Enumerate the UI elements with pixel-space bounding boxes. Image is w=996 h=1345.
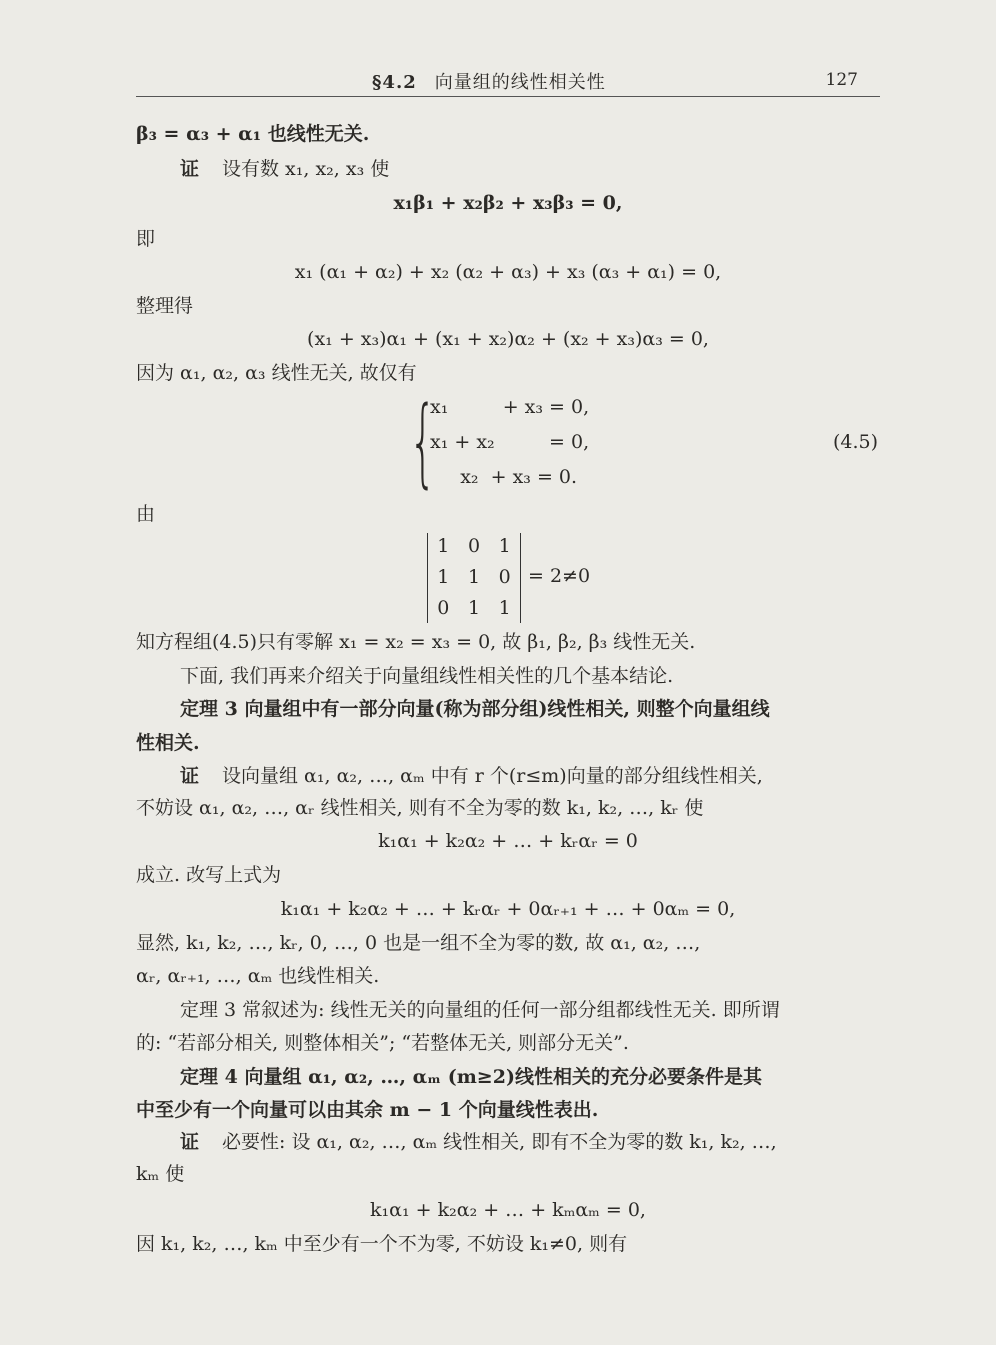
system-row: x₁ + x₃ = 0, (430, 396, 590, 418)
equation-number: (4.5) (832, 431, 878, 453)
text-line: 即 (136, 228, 156, 250)
determinant-row (428, 566, 520, 588)
text-line: 成立. 改写上式为 (136, 864, 282, 886)
matrix-entry: 1 (498, 597, 511, 619)
section-number: §4.2 (372, 72, 417, 93)
matrix-entry: 1 (437, 535, 450, 557)
proof-label: 证 (180, 158, 200, 180)
matrix-entry: 0 (498, 566, 511, 588)
system-row: x₁ + x₂ = 0, (430, 431, 590, 453)
text-line: 必要性: 设 α₁, α₂, …, αₘ 线性相关, 即有不全为零的数 k₁, k₂, …, (222, 1131, 777, 1153)
matrix-entry: 1 (498, 535, 511, 557)
matrix-entry: 0 (467, 535, 481, 557)
matrix-entry: 1 (467, 597, 481, 619)
matrix-entry: 1 (437, 566, 450, 588)
text-line: 的: “若部分相关, 则整体相关”; “若整体无关, 则部分无关”. (136, 1032, 629, 1054)
determinant-row (428, 597, 520, 619)
theorem-line: 定理 4 向量组 α₁, α₂, …, αₘ (m≥2)线性相关的充分必要条件是其 (180, 1066, 762, 1088)
text-line: 下面, 我们再来介绍关于向量组线性相关性的几个基本结论. (180, 665, 674, 687)
section-title: 向量组的线性相关性 (434, 72, 606, 93)
text-line: 不妨设 α₁, α₂, …, αᵣ 线性相关, 则有不全为零的数 k₁, k₂, …, kᵣ 使 (136, 797, 704, 819)
determinant (427, 533, 521, 623)
proof-label: 证 (180, 765, 200, 787)
proof-label: 证 (180, 1131, 200, 1153)
text-line: 知方程组(4.5)只有零解 x₁ = x₂ = x₃ = 0, 故 β₁, β₂, β₃ 线性无关. (136, 631, 696, 653)
equation: (x₁ + x₃)α₁ + (x₁ + x₂)α₂ + (x₂ + x₃)α₃ = 0, (307, 328, 709, 350)
text-line: 定理 3 常叙述为: 线性无关的向量组的任何一部分组都线性无关. 即所谓 (180, 999, 780, 1021)
theorem-line: 中至少有一个向量可以由其余 m − 1 个向量线性表出. (136, 1099, 599, 1121)
theorem-line: 定理 3 向量组中有一部分向量(称为部分组)线性相关, 则整个向量组线 (180, 698, 770, 720)
theorem-line: 性相关. (136, 732, 200, 754)
equation: k₁α₁ + k₂α₂ + … + kᵣαᵣ + 0αᵣ₊₁ + … + 0αₘ = 0, (280, 898, 736, 920)
text-line: 设向量组 α₁, α₂, …, αₘ 中有 r 个(r≤m)向量的部分组线性相关, (222, 765, 763, 787)
header-title (372, 68, 606, 94)
left-brace-icon: { (409, 386, 437, 498)
text-line: β₃ = α₃ + α₁ 也线性无关. (136, 123, 370, 145)
system-row: x₂ + x₃ = 0. (430, 466, 578, 488)
equation: x₁β₁ + x₂β₂ + x₃β₃ = 0, (393, 192, 623, 214)
text-line: 整理得 (136, 295, 194, 317)
equation: k₁α₁ + k₂α₂ + … + kᵣαᵣ = 0 (378, 830, 638, 852)
matrix-entry: 0 (437, 597, 450, 619)
determinant-value: = 2≠0 (528, 565, 591, 587)
text-line: 因 k₁, k₂, …, kₘ 中至少有一个不为零, 不妨设 k₁≠0, 则有 (136, 1233, 628, 1255)
matrix-entry: 1 (467, 566, 481, 588)
equation: x₁ (α₁ + α₂) + x₂ (α₂ + α₃) + x₃ (α₃ + α₁) = 0, (294, 261, 722, 283)
text-line: 因为 α₁, α₂, α₃ 线性无关, 故仅有 (136, 362, 417, 384)
text-line: αᵣ, αᵣ₊₁, …, αₘ 也线性相关. (136, 965, 380, 987)
text-line: kₘ 使 (136, 1163, 185, 1185)
text-line: 由 (136, 503, 156, 525)
page-number: 127 (825, 70, 858, 90)
text-line: 显然, k₁, k₂, …, kᵣ, 0, …, 0 也是一组不全为零的数, 故 α₁, α₂, …, (136, 932, 701, 954)
determinant-row (428, 535, 520, 557)
equation: k₁α₁ + k₂α₂ + … + kₘαₘ = 0, (370, 1199, 646, 1221)
running-header (136, 60, 880, 97)
text-line: 设有数 x₁, x₂, x₃ 使 (222, 158, 390, 180)
